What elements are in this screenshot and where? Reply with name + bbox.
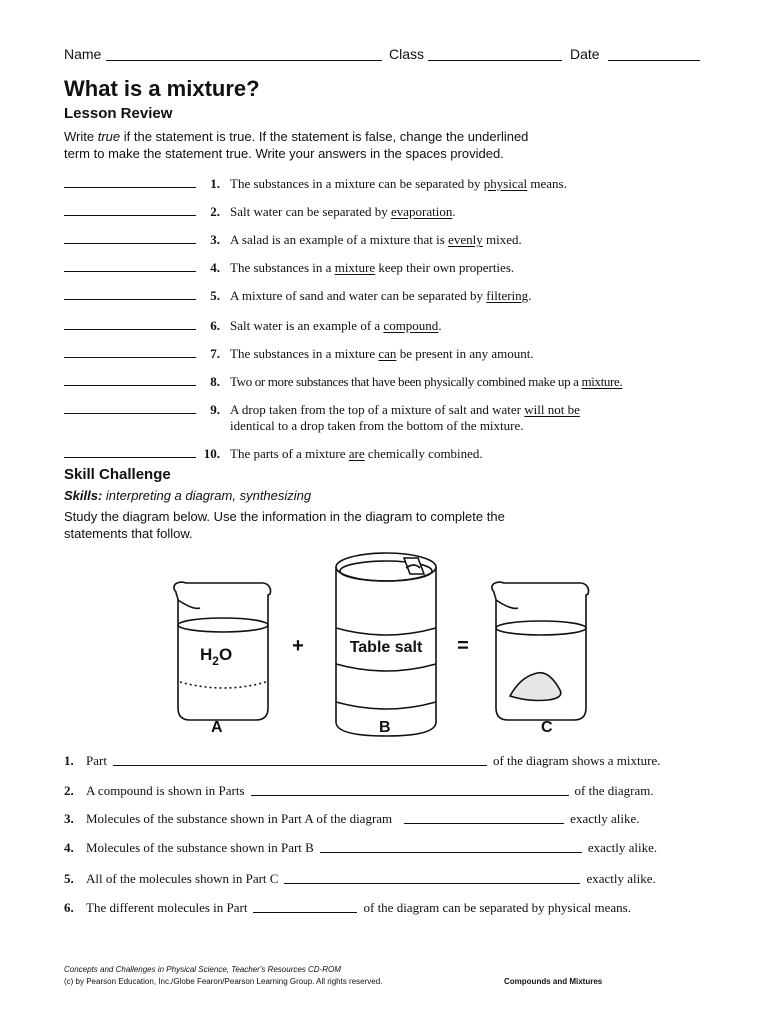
answer-blank[interactable] <box>64 357 196 358</box>
footer-copyright: (c) by Pearson Education, Inc./Globe Fearon/Pearson Learning Group. All rights reserved. <box>64 977 383 986</box>
question-number: 8. <box>210 374 220 389</box>
question-text: Salt water can be separated by evaporation. <box>230 204 456 219</box>
statement-text: Part of the diagram shows a mixture. <box>86 753 661 768</box>
page-title: What is a mixture? <box>64 76 260 101</box>
answer-blank[interactable] <box>64 385 196 386</box>
class-label: Class <box>389 46 425 62</box>
question-text: The substances in a mixture can be separated by physical means. <box>230 176 567 191</box>
statement-text: All of the molecules shown in Part C exactly alike. <box>86 871 656 886</box>
question-text: The substances in a mixture can be present in any amount. <box>230 346 534 361</box>
statement-number: 4. <box>64 840 74 855</box>
statement-number: 2. <box>64 783 74 798</box>
instr-text: if the statement is true. If the statement is false, change the underlined <box>120 129 529 144</box>
name-field[interactable] <box>106 60 382 61</box>
statement-text: Molecules of the substance shown in Part A of the diagram exactly alike. <box>86 811 640 826</box>
footer-title: Concepts and Challenges in Physical Science, Teacher's Resources CD-ROM <box>64 965 341 974</box>
mixture-diagram <box>0 540 770 740</box>
equals-sign: = <box>457 635 469 657</box>
skills-label: Skills: <box>64 488 103 503</box>
answer-blank[interactable] <box>64 243 196 244</box>
question-text: The substances in a mixture keep their own properties. <box>230 260 515 275</box>
skills-text: interpreting a diagram, synthesizing <box>102 488 312 503</box>
skills-line <box>64 488 311 503</box>
statement-text: A compound is shown in Parts of the diagram. <box>86 783 654 798</box>
lesson-review-instructions <box>64 128 684 162</box>
header <box>64 44 700 64</box>
answer-blank[interactable] <box>64 413 196 414</box>
water-label: $H_2O$ <box>200 645 233 668</box>
skill-instructions <box>64 508 505 542</box>
answer-blank[interactable] <box>404 823 564 824</box>
instr-text: Study the diagram below. Use the information in the diagram to complete the <box>64 509 505 524</box>
name-label: Name <box>64 46 102 62</box>
part-c-label: C <box>541 719 553 736</box>
answer-blank[interactable] <box>64 215 196 216</box>
answer-blank[interactable] <box>64 271 196 272</box>
question-number: 7. <box>210 346 220 361</box>
instr-text: Write <box>64 129 98 144</box>
date-field[interactable] <box>608 60 700 61</box>
answer-blank[interactable] <box>64 187 196 188</box>
question-number: 9. <box>210 402 220 417</box>
date-label: Date <box>570 46 600 62</box>
instr-text: statements that follow. <box>64 526 193 541</box>
question-number: 2. <box>210 204 220 219</box>
answer-blank[interactable] <box>320 852 582 853</box>
question-number: 1. <box>210 176 220 191</box>
question-text: A mixture of sand and water can be separated by filtering. <box>230 288 532 303</box>
question-number: 5. <box>210 288 220 303</box>
question-number: 4. <box>210 260 220 275</box>
question-text: The parts of a mixture are chemically combined. <box>230 446 483 461</box>
answer-blank[interactable] <box>64 299 196 300</box>
instr-true: true <box>97 129 121 144</box>
statement-text: The different molecules in Part of the diagram can be separated by physical means. <box>86 900 631 915</box>
answer-blank[interactable] <box>251 795 569 796</box>
answer-blank[interactable] <box>253 912 357 913</box>
skill-challenge-heading: Skill Challenge <box>64 466 171 483</box>
part-a-label: A <box>211 719 223 736</box>
answer-blank[interactable] <box>64 457 196 458</box>
statement-number: 1. <box>64 753 74 768</box>
footer-section: Compounds and Mixtures <box>504 977 603 986</box>
question-number: 10. <box>203 446 220 461</box>
class-field[interactable] <box>428 60 562 61</box>
question-text: A salad is an example of a mixture that is evenly mixed. <box>230 232 522 247</box>
question-text: Salt water is an example of a compound. <box>230 318 442 333</box>
statement-text: Molecules of the substance shown in Part B exactly alike. <box>86 840 658 855</box>
plus-sign: + <box>292 635 304 657</box>
instr-text: term to make the statement true. Write your answers in the spaces provided. <box>64 146 504 161</box>
question-number: 6. <box>210 318 220 333</box>
beaker-c <box>492 582 589 720</box>
footer <box>64 964 700 988</box>
lesson-review-heading: Lesson Review <box>64 105 173 122</box>
question-number: 3. <box>210 232 220 247</box>
part-b-label: B <box>379 719 391 736</box>
statement-number: 3. <box>64 811 74 826</box>
answer-blank[interactable] <box>64 329 196 330</box>
statement-number: 6. <box>64 900 74 915</box>
statement-number: 5. <box>64 871 74 886</box>
answer-blank[interactable] <box>284 883 580 884</box>
salt-label: Table salt <box>349 639 423 656</box>
answer-blank[interactable] <box>113 765 487 766</box>
question-text: A drop taken from the top of a mixture of salt and water will not be identical to a drop taken from the bottom of the mixture. <box>230 402 580 433</box>
question-text: Two or more substances that have been physically combined make up a mixture. <box>230 374 623 389</box>
